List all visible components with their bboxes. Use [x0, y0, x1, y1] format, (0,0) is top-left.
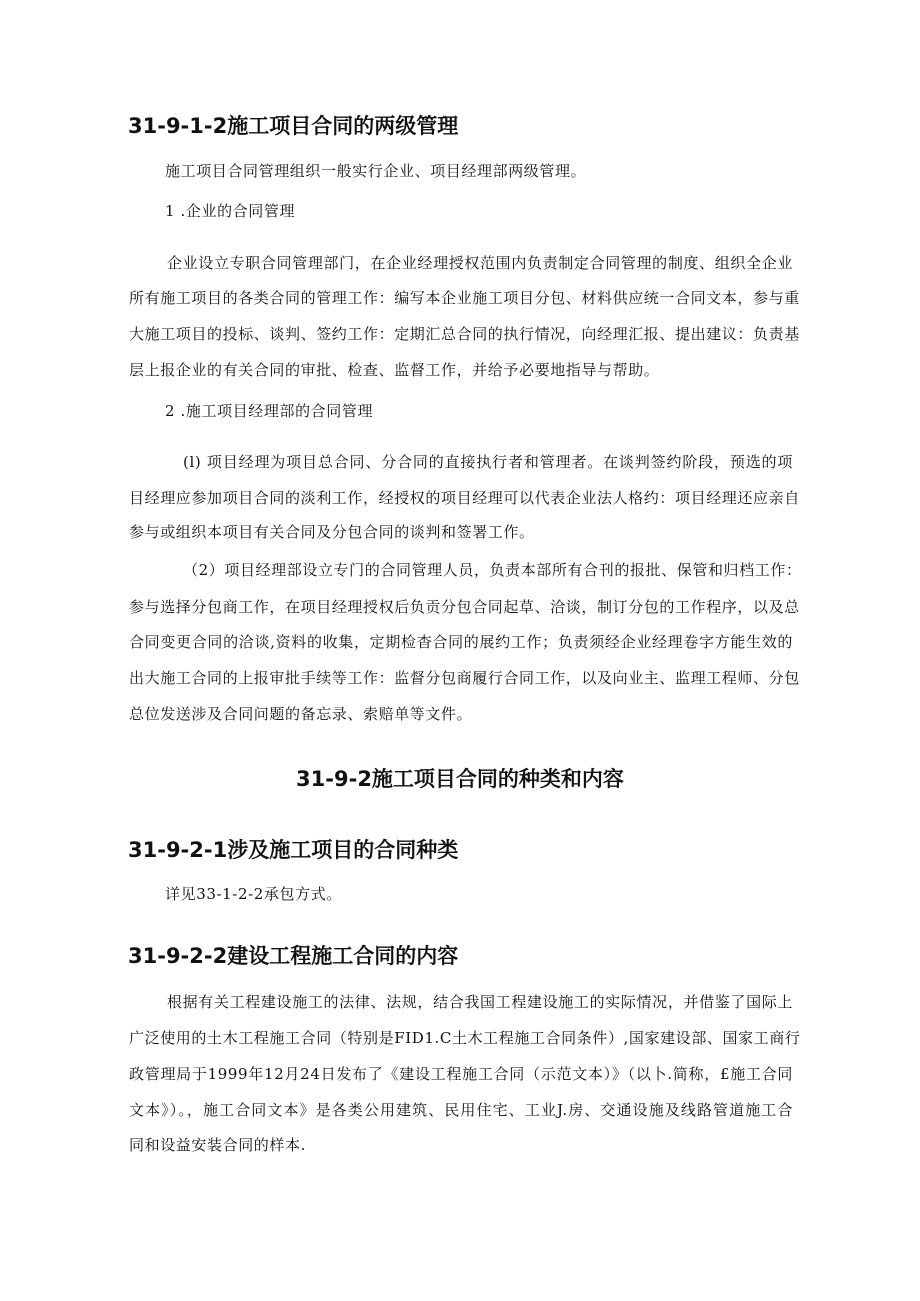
- paragraph-line: 文本》）。，施工合同文本》是各类公用建筑、民用住宅、工业J.房、交通设施及线路管道施工合: [129, 1101, 793, 1119]
- paragraph-line: 同和设益安装合同的样本.: [129, 1136, 306, 1154]
- paragraph-line: 参与或组织本项目有关合同及分包合同的谈判和签署工作。: [129, 523, 535, 541]
- paragraph-line: 根据有关工程建设施工的法律、法规，结合我国工程建设施工的实际情况，并借鉴了国际上: [167, 993, 793, 1011]
- list-item-2-heading: 2 .施工项目经理部的合同管理: [165, 402, 374, 420]
- paragraph-line: 所有施工项目的各类合同的管理工作：编写本企业施工项目分包、材料供应统一合同文本，参与重: [129, 289, 800, 307]
- paragraph-line: 企业设立专职合同管理部门，在企业经理授权范围内负责制定合同管理的制度、组织全企业: [167, 254, 793, 272]
- paragraph-line: 政管理局于1999年12月24日发布了《建设工程施工合同（示范文本）》（以卜.简称，£施工合同: [129, 1065, 793, 1083]
- list-item-1-heading: 1 .企业的合同管理: [165, 202, 296, 220]
- paragraph-line: 广泛使用的土木工程施工合同（特别是FID1.C土木工程施工合同条件）,国家建设部、国家工商行: [129, 1029, 801, 1047]
- section-heading-31-9-1-2: 31-9-1-2施工项目合同的两级管理: [128, 114, 459, 138]
- paragraph-line: 目经理应参加项目合同的淡利工作，经授权的项目经理可以代表企业法人格约：项目经理还应亲自: [129, 489, 800, 507]
- paragraph-line: 大施工项目的投标、谈判、签约工作：定期汇总合同的执行情况，向经理汇报、提出建议：负责基: [129, 325, 800, 343]
- paragraph-line: 参与选择分包商工作，在项目经理授权后负贡分包合同起草、洽谈，制订分包的工作程序，以及总: [129, 598, 800, 616]
- paragraph-line: 出大施工合同的上报审批手续等工作：监督分包商履行合同工作，以及向业主、监理工程师、分包: [129, 669, 800, 687]
- paragraph-line: 层上报企业的有关合同的审批、检查、监督工作，并给予必要地指导与帮助。: [129, 361, 660, 379]
- section-heading-31-9-2-1: 31-9-2-1涉及施工项目的合同种类: [128, 838, 459, 862]
- paragraph-line: 合同变更合同的洽谈,资料的收集，定期检杳合同的展约工作；负责须经企业经理卷字方能生效的: [129, 633, 793, 651]
- section-heading-31-9-2: 31-9-2施工项目合同的种类和内容: [296, 767, 624, 791]
- paragraph-line: （2）项目经理部设立专门的合同管理人员，负责本部所有合刊的报批、保管和归档工作：: [183, 561, 802, 579]
- paragraph-see-also: 详见33-1-2-2承包方式。: [165, 885, 342, 903]
- paragraph-line: 总位发送涉及合同问题的备忘录、索赔单等文件。: [129, 705, 473, 723]
- paragraph-intro: 施工项目合同管理组织一般实行企业、项目经理部两级管理。: [165, 162, 587, 180]
- paragraph-line: (l) 项目经理为项目总合同、分合同的直接执行者和管理者。在谈判签约阶段，预选的项: [183, 453, 793, 471]
- section-heading-31-9-2-2: 31-9-2-2建设工程施工合同的内容: [128, 944, 459, 968]
